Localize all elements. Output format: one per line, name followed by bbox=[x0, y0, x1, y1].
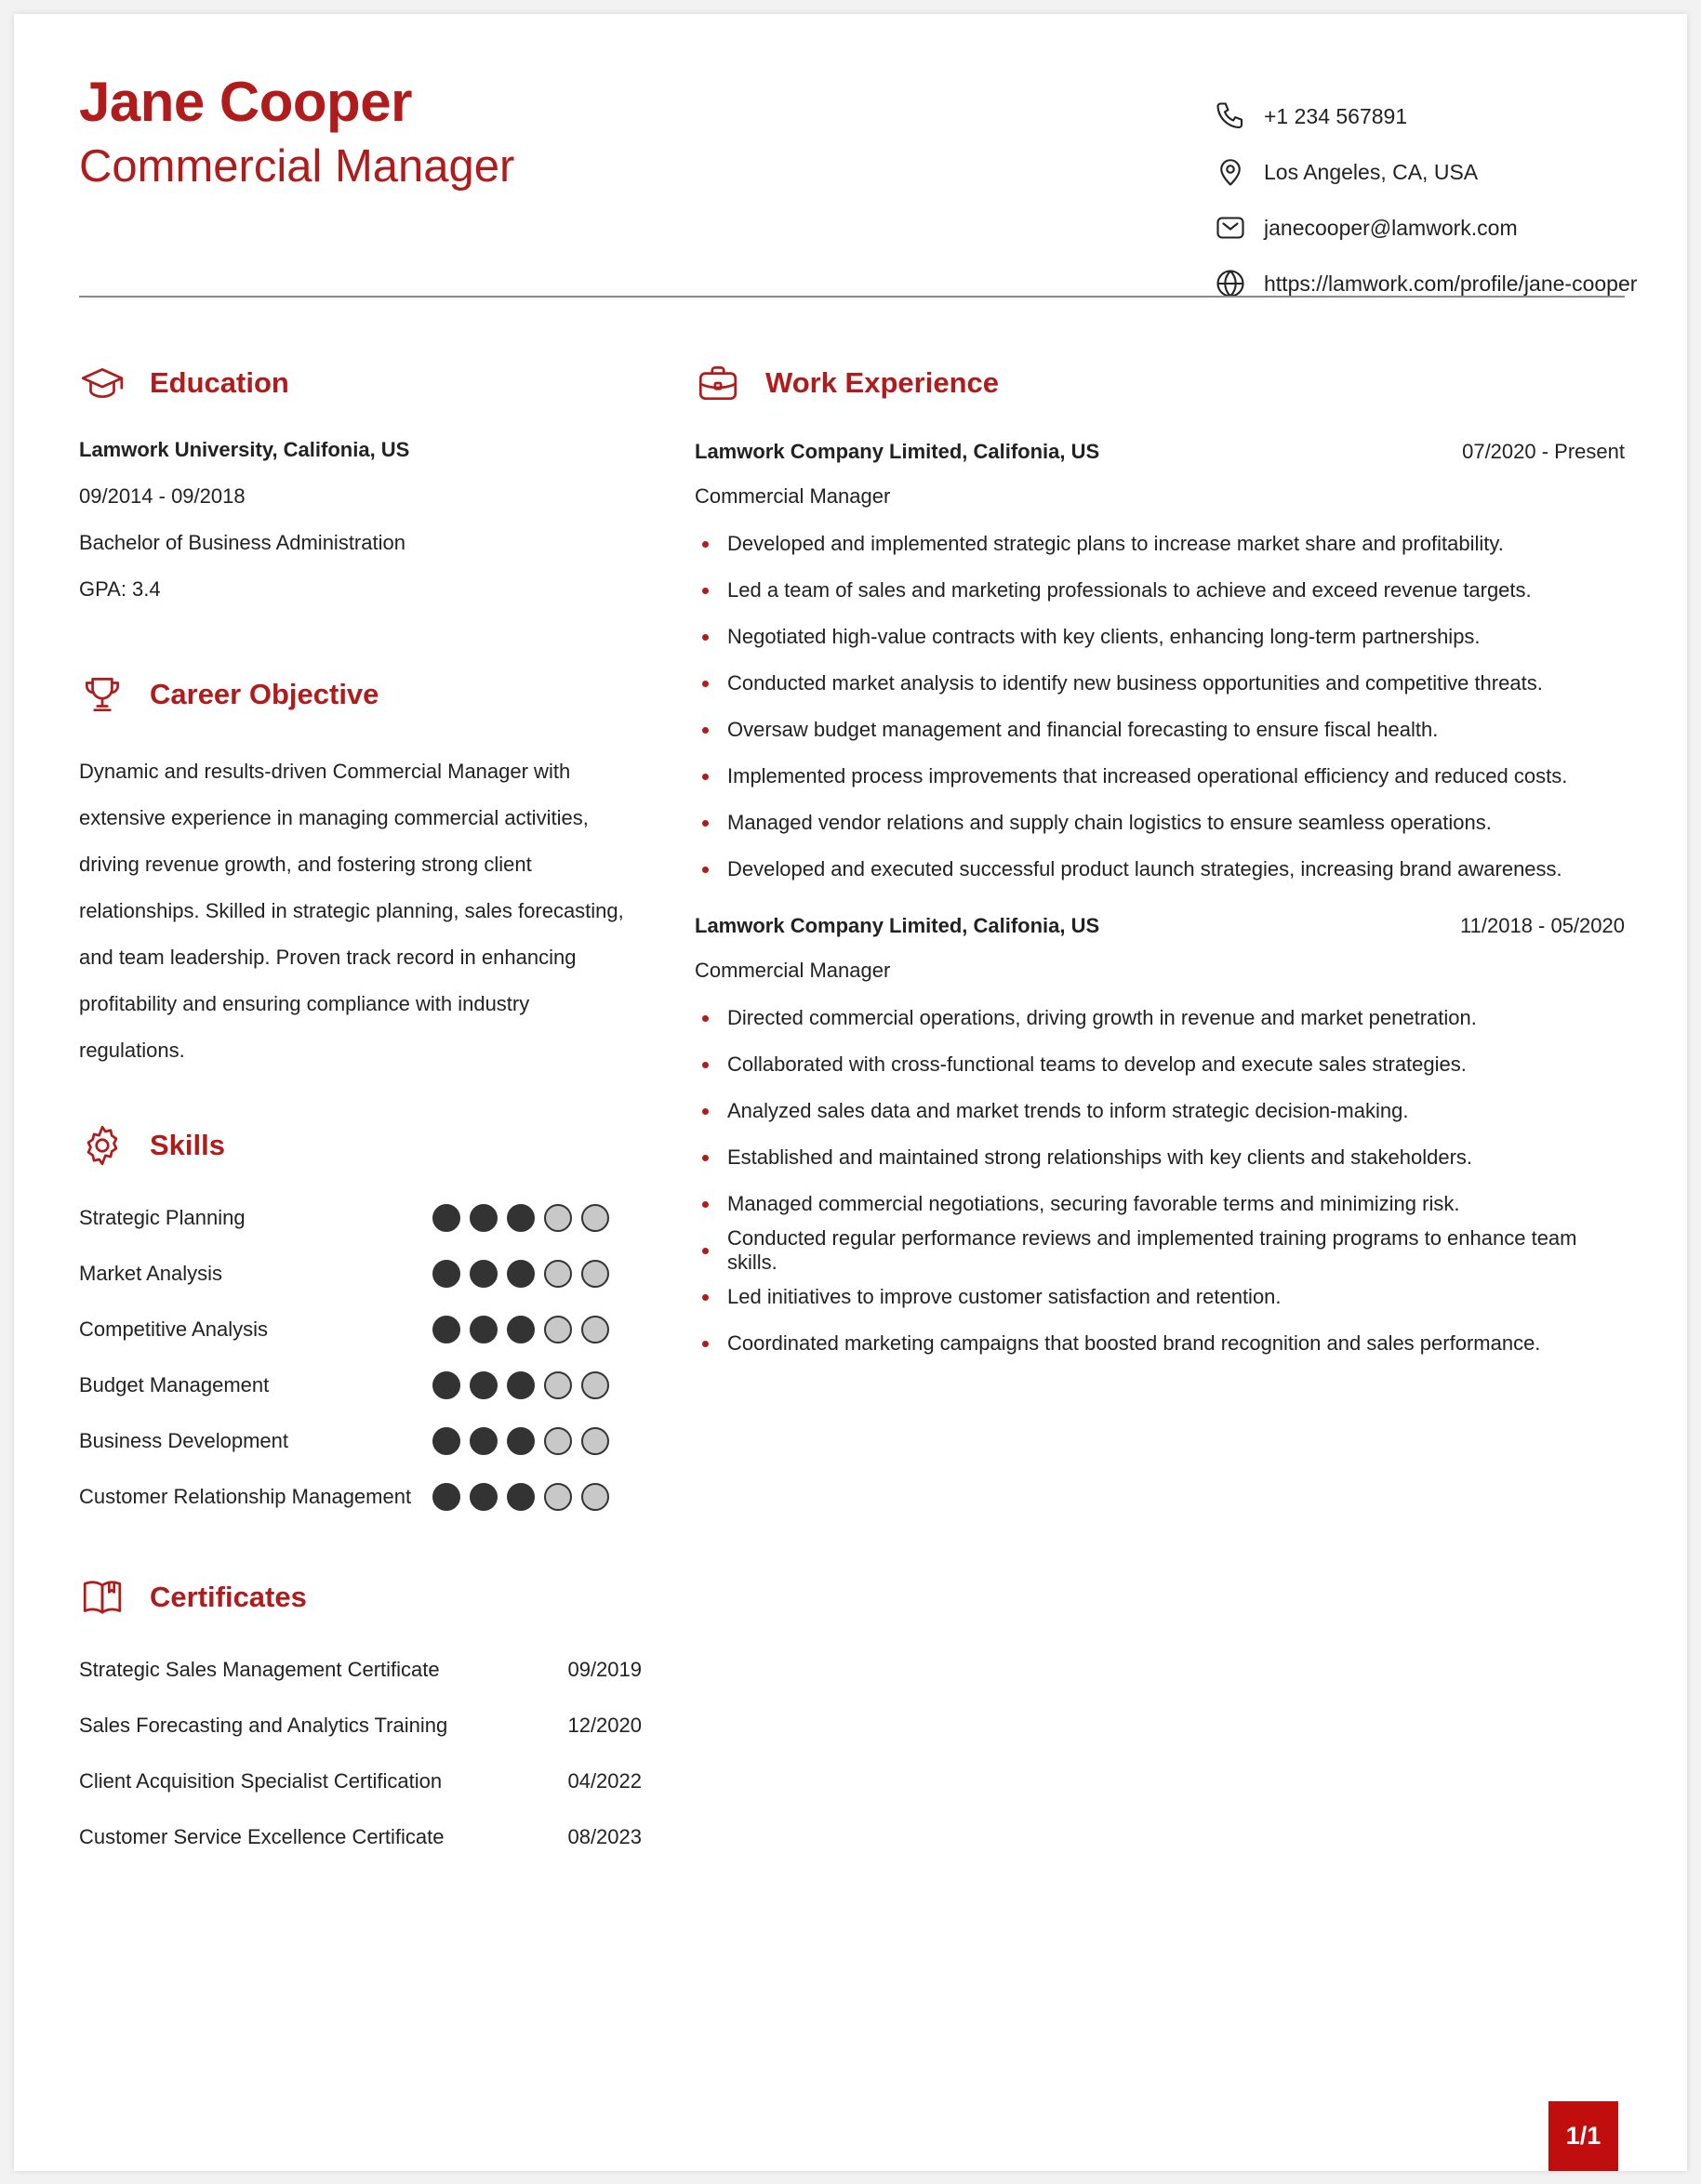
job-bullet: Analyzed sales data and market trends to inform strategic decision-making. bbox=[695, 1088, 1625, 1134]
certificate-row bbox=[79, 1698, 642, 1754]
skill-name: Strategic Planning bbox=[79, 1206, 246, 1229]
rating-dot-empty bbox=[544, 1316, 572, 1343]
certificate-name: Customer Service Excellence Certificate bbox=[79, 1825, 445, 1848]
rating-dot-empty bbox=[544, 1371, 572, 1399]
contact-list bbox=[1214, 88, 1660, 311]
certificate-date: 08/2023 bbox=[567, 1825, 642, 1848]
job-bullet: Managed vendor relations and supply chain logistics to ensure seamless operations. bbox=[695, 800, 1625, 846]
rating-dot-filled bbox=[470, 1204, 498, 1232]
job-position: Commercial Manager bbox=[695, 959, 891, 982]
rating-dot-filled bbox=[432, 1260, 460, 1288]
job-bullet: Conducted market analysis to identify new business opportunities and competitive threats. bbox=[695, 660, 1625, 707]
education-title: Education bbox=[150, 366, 289, 399]
rating-dot-filled bbox=[432, 1483, 460, 1511]
rating-dot-empty bbox=[581, 1371, 609, 1399]
job-bullet: Conducted regular performance reviews and implemented training programs to enhance team skills. bbox=[695, 1227, 1625, 1274]
certificate-row bbox=[79, 1642, 642, 1698]
email-icon bbox=[1214, 211, 1247, 245]
rating-dot-filled bbox=[470, 1483, 498, 1511]
rating-dot-filled bbox=[432, 1316, 460, 1343]
briefcase-icon bbox=[695, 360, 741, 406]
certificate-name: Sales Forecasting and Analytics Training bbox=[79, 1714, 448, 1737]
skill-row bbox=[79, 1469, 642, 1525]
rating-dot-filled bbox=[507, 1427, 535, 1455]
education-degree: Bachelor of Business Administration bbox=[79, 531, 405, 554]
education-gpa: GPA: 3.4 bbox=[79, 577, 161, 601]
resume-page bbox=[14, 14, 1687, 2171]
skills-heading bbox=[79, 1122, 225, 1169]
job-bullet: Collaborated with cross-functional teams to develop and execute sales strategies. bbox=[695, 1041, 1625, 1088]
certificate-name: Client Acquisition Specialist Certification bbox=[79, 1769, 443, 1793]
skill-rating bbox=[432, 1483, 609, 1511]
job-bullet: Established and maintained strong relationships with key clients and stakeholders. bbox=[695, 1134, 1625, 1181]
skill-rating bbox=[432, 1260, 609, 1288]
contact-location-text: Los Angeles, CA, USA bbox=[1264, 159, 1479, 184]
graduation-cap-icon bbox=[79, 360, 126, 406]
contact-website[interactable] bbox=[1214, 256, 1660, 311]
gear-icon bbox=[79, 1122, 126, 1169]
rating-dot-filled bbox=[507, 1260, 535, 1288]
education-school: Lamwork University, Califonia, US bbox=[79, 438, 410, 461]
skill-rating bbox=[432, 1427, 609, 1455]
education-heading bbox=[79, 360, 289, 406]
job-bullet: Negotiated high-value contracts with key clients, enhancing long-term partnerships. bbox=[695, 614, 1625, 660]
skill-name: Business Development bbox=[79, 1429, 289, 1452]
rating-dot-empty bbox=[581, 1260, 609, 1288]
rating-dot-filled bbox=[432, 1204, 460, 1232]
page-indicator: 1/1 bbox=[1548, 2101, 1618, 2171]
skill-row bbox=[79, 1357, 642, 1413]
job-header bbox=[695, 914, 1625, 938]
objective-text: Dynamic and results-driven Commercial Manager with extensive experience in managing commercial activities, driving revenue growth, and fostering strong client relationships. Skilled in strategic planning, sales forecasting, and team leadership. Proven track record in enhancing profitability and ensuring compliance with industry regulations. bbox=[79, 760, 624, 1062]
job-bullet-list bbox=[695, 521, 1625, 893]
rating-dot-filled bbox=[470, 1316, 498, 1343]
rating-dot-empty bbox=[544, 1427, 572, 1455]
job-position: Commercial Manager bbox=[695, 484, 891, 508]
job-dates: 11/2018 - 05/2020 bbox=[1460, 914, 1625, 937]
rating-dot-filled bbox=[507, 1371, 535, 1399]
work-title: Work Experience bbox=[765, 366, 999, 399]
skill-row bbox=[79, 1413, 642, 1469]
skill-name: Budget Management bbox=[79, 1373, 270, 1396]
rating-dot-filled bbox=[470, 1371, 498, 1399]
rating-dot-filled bbox=[507, 1204, 535, 1232]
job-bullet: Coordinated marketing campaigns that boosted brand recognition and sales performance. bbox=[695, 1320, 1625, 1367]
skill-rating bbox=[432, 1204, 609, 1232]
job-bullet: Led a team of sales and marketing professionals to achieve and exceed revenue targets. bbox=[695, 567, 1625, 614]
certificates-heading bbox=[79, 1574, 307, 1621]
header-divider bbox=[79, 296, 1625, 298]
job-bullet-list bbox=[695, 995, 1625, 1367]
objective-heading bbox=[79, 671, 379, 718]
candidate-name: Jane Cooper bbox=[79, 71, 412, 133]
job-bullet: Implemented process improvements that increased operational efficiency and reduced costs. bbox=[695, 753, 1625, 800]
job-bullet: Led initiatives to improve customer satisfaction and retention. bbox=[695, 1274, 1625, 1320]
certificate-row bbox=[79, 1809, 642, 1865]
certificate-name: Strategic Sales Management Certificate bbox=[79, 1658, 440, 1681]
job-company: Lamwork Company Limited, Califonia, US bbox=[695, 914, 1100, 937]
contact-phone[interactable] bbox=[1214, 88, 1660, 144]
rating-dot-empty bbox=[581, 1204, 609, 1232]
rating-dot-empty bbox=[544, 1483, 572, 1511]
job-bullet: Developed and implemented strategic plans to increase market share and profitability. bbox=[695, 521, 1625, 567]
trophy-icon bbox=[79, 671, 126, 718]
skill-name: Competitive Analysis bbox=[79, 1317, 268, 1341]
candidate-role: Commercial Manager bbox=[79, 141, 515, 192]
rating-dot-empty bbox=[544, 1260, 572, 1288]
certificate-row bbox=[79, 1754, 642, 1809]
skills-title: Skills bbox=[150, 1129, 225, 1161]
certificates-title: Certificates bbox=[150, 1581, 307, 1613]
job-header bbox=[695, 440, 1625, 464]
certificate-date: 04/2022 bbox=[567, 1769, 642, 1793]
certificate-date: 12/2020 bbox=[567, 1714, 642, 1737]
job-bullet: Developed and executed successful product launch strategies, increasing brand awareness. bbox=[695, 846, 1625, 893]
rating-dot-filled bbox=[432, 1371, 460, 1399]
job-bullet: Managed commercial negotiations, securing favorable terms and minimizing risk. bbox=[695, 1181, 1625, 1227]
rating-dot-empty bbox=[544, 1204, 572, 1232]
rating-dot-empty bbox=[581, 1483, 609, 1511]
certificate-date: 09/2019 bbox=[567, 1658, 642, 1681]
skill-row bbox=[79, 1190, 642, 1246]
location-pin-icon bbox=[1214, 155, 1247, 189]
book-icon bbox=[79, 1574, 126, 1621]
skill-name: Customer Relationship Management bbox=[79, 1485, 412, 1508]
rating-dot-filled bbox=[470, 1427, 498, 1455]
contact-website-text: https://lamwork.com/profile/jane-cooper bbox=[1264, 271, 1638, 296]
skill-row bbox=[79, 1302, 642, 1357]
education-dates: 09/2014 - 09/2018 bbox=[79, 484, 246, 508]
job-dates: 07/2020 - Present bbox=[1462, 440, 1625, 463]
skill-name: Market Analysis bbox=[79, 1262, 223, 1285]
rating-dot-empty bbox=[581, 1316, 609, 1343]
contact-email-text: janecooper@lamwork.com bbox=[1264, 215, 1518, 240]
phone-icon bbox=[1214, 99, 1247, 133]
rating-dot-empty bbox=[581, 1427, 609, 1455]
contact-phone-text: +1 234 567891 bbox=[1264, 103, 1408, 128]
skill-rating bbox=[432, 1371, 609, 1399]
rating-dot-filled bbox=[432, 1427, 460, 1455]
job-bullet: Directed commercial operations, driving growth in revenue and market penetration. bbox=[695, 995, 1625, 1041]
rating-dot-filled bbox=[470, 1260, 498, 1288]
job-bullet: Oversaw budget management and financial forecasting to ensure fiscal health. bbox=[695, 707, 1625, 753]
contact-location bbox=[1214, 144, 1660, 200]
job-company: Lamwork Company Limited, Califonia, US bbox=[695, 440, 1100, 463]
skill-rating bbox=[432, 1316, 609, 1343]
objective-title: Career Objective bbox=[150, 678, 379, 710]
skill-row bbox=[79, 1246, 642, 1302]
rating-dot-filled bbox=[507, 1316, 535, 1343]
work-heading bbox=[695, 360, 999, 406]
rating-dot-filled bbox=[507, 1483, 535, 1511]
contact-email[interactable] bbox=[1214, 200, 1660, 256]
